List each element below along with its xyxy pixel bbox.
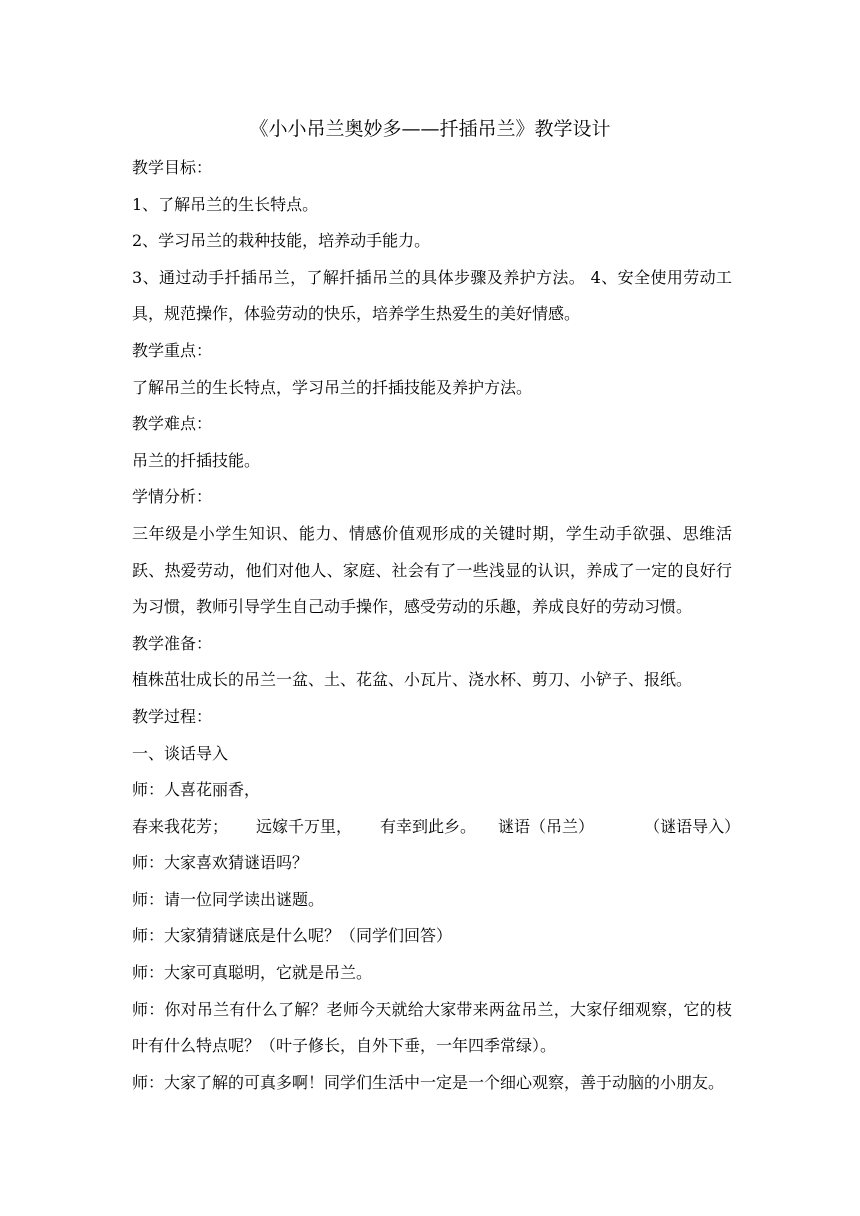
dialog-2: 师：请一位同学读出谜题。: [132, 889, 325, 909]
dialog-1: 师：大家喜欢猜谜语吗？: [132, 853, 309, 873]
riddle-part-b: 远嫁千万里，: [256, 816, 353, 836]
process-heading: 教学过程：: [132, 706, 213, 726]
dialog-6: 师：大家了解的可真多啊！同学们生活中一定是一个细心观察，善于动脑的小朋友。: [132, 1072, 725, 1092]
document-body: [132, 150, 741, 1101]
key-heading: 教学重点：: [132, 340, 213, 360]
part1-heading: 一、谈话导入: [132, 743, 229, 763]
riddle-note: （谜语导入）: [644, 816, 741, 836]
analysis-text: 三年级是小学生知识、能力、情感价值观形成的关键时期，学生动手欲强、思维活跃、热爱劳动，他们对他人、家庭、社会有了一些浅显的认识，养成了一定的良好行为习惯，教师引导学生自己动手操作，感受劳动的乐趣，养成良好的劳动习惯。: [132, 523, 732, 617]
key-text: 了解吊兰的生长特点，学习吊兰的扦插技能及养护方法。: [132, 377, 533, 397]
dialog-5: 师：你对吊兰有什么了解？老师今天就给大家带来两盆吊兰，大家仔细观察，它的枝叶有什么特点呢？（叶子修长，自外下垂，一年四季常绿）。: [132, 999, 732, 1056]
difficulty-text: 吊兰的扦插技能。: [132, 450, 261, 470]
riddle-part-a: 春来我花芳；: [132, 816, 229, 836]
dialog-3: 师：大家猜猜谜底是什么呢？（同学们回答）: [132, 926, 453, 946]
prep-heading: 教学准备：: [132, 633, 213, 653]
riddle-answer: 谜语（吊兰）: [498, 816, 595, 836]
goals-heading: 教学目标：: [132, 158, 213, 177]
document-title: 《小小吊兰奥妙多——扦插吊兰》教学设计: [249, 118, 611, 140]
riddle-part-c: 有幸到此乡。: [380, 816, 477, 836]
goal-1: 1、了解吊兰的生长特点。: [132, 194, 319, 214]
goal-3-4: 3、通过动手扦插吊兰，了解扦插吊兰的具体步骤及养护方法。 4、安全使用劳动工具，规范操作，体验劳动的快乐，培养学生热爱生的美好情感。: [132, 267, 732, 324]
dialog-4: 师：大家可真聪明，它就是吊兰。: [132, 963, 373, 983]
goal-2: 2、学习吊兰的栽种技能，培养动手能力。: [132, 231, 431, 251]
analysis-heading: 学情分析：: [132, 487, 213, 507]
prep-text: 植株茁壮成长的吊兰一盆、土、花盆、小瓦片、浇水杯、剪刀、小铲子、报纸。: [132, 670, 693, 690]
riddle-line-2: [132, 809, 741, 846]
riddle-line-1: 师：人喜花丽香，: [132, 780, 261, 800]
difficulty-heading: 教学难点：: [132, 414, 213, 434]
